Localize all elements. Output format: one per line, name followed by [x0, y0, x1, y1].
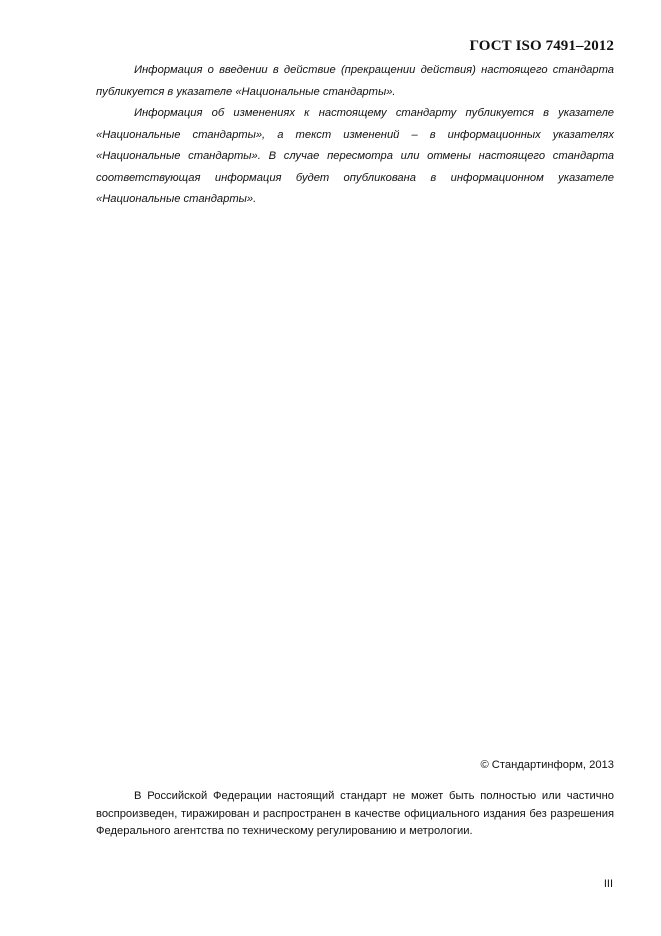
introduction-notice	[96, 60, 614, 103]
copyright-line: © Стандартинформ, 2013	[480, 759, 614, 771]
changes-notice	[96, 103, 614, 211]
changes-notice-text: Информация об изменениях к настоящему стандарту публикуется в указателе «Национальные стандарты», а текст изменений – в информационных указателях «Национальные стандарты». В случае пересмотра или отмены настоящего стандарта соответствующая информация будет опубликована в информационном указателе «Национальные стандарты».	[96, 107, 614, 205]
page-number: III	[603, 878, 613, 890]
introduction-notice-text: Информация о введении в действие (прекращении действия) настоящего стандарта публикуется в указателе «Национальные стандарты».	[96, 64, 614, 98]
reproduction-rights-notice	[96, 788, 614, 841]
document-code-header: ГОСТ ISO 7491–2012	[469, 38, 614, 54]
reproduction-rights-text: В Российской Федерации настоящий стандарт не может быть полностью или частично воспроизведен, тиражирован и распространен в качестве официального издания без разрешения Федерального агентства по техническому регулированию и метрологии.	[96, 790, 614, 837]
